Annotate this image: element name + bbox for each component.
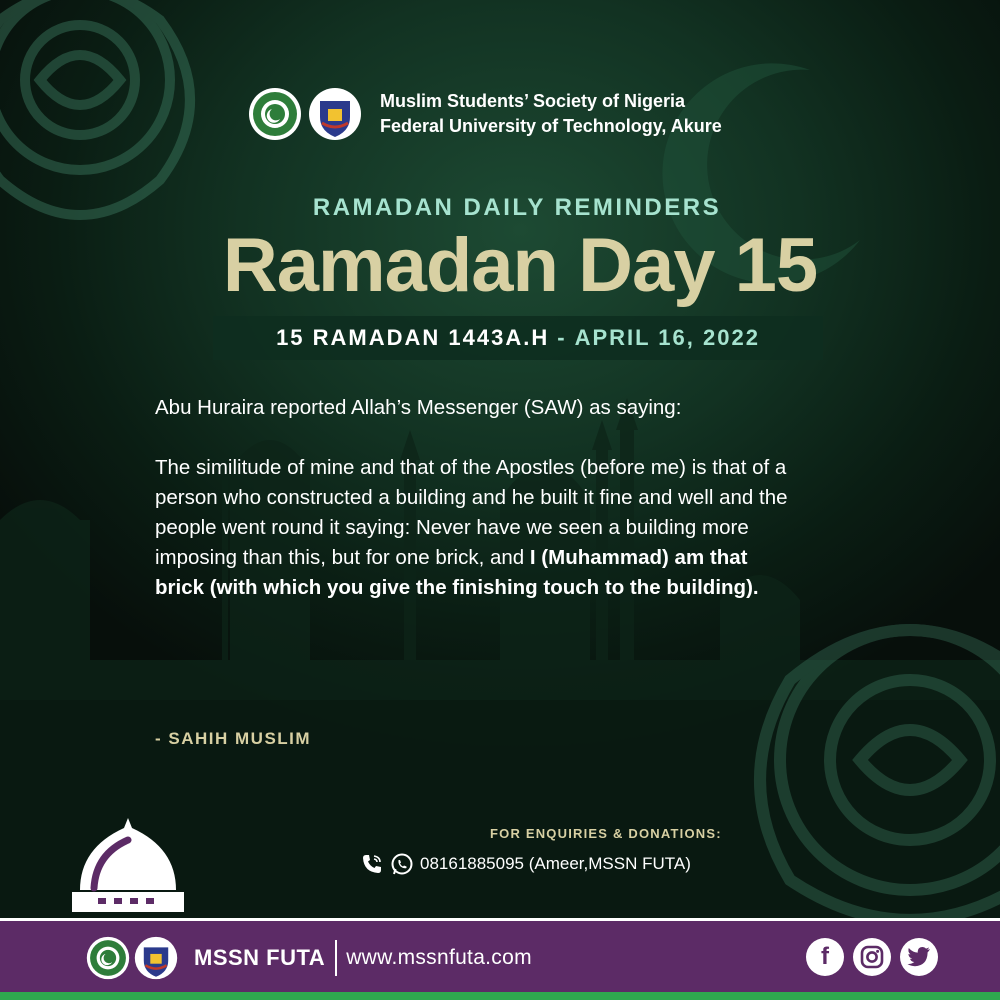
footer-mssn-logo-icon (86, 936, 130, 980)
footer-bar (0, 918, 1000, 1000)
contact-phone[interactable]: 08161885095 (Ameer,MSSN FUTA) (420, 854, 691, 873)
hadith-quote-plain: The similitude of mine and that of the Apostles (before me) is that of a person who constructed a building and he built it fine and well and the people went round it saying: Never have we seen a building more imposing than this, but for one brick, and (155, 456, 788, 569)
facebook-icon[interactable] (806, 938, 844, 976)
phone-icon (360, 852, 384, 876)
footer-accent-strip (0, 992, 1000, 1000)
hadith-quote (155, 453, 795, 603)
org-name-line2: Federal University of Technology, Akure (380, 116, 722, 136)
hadith-source: - SAHIH MUSLIM (155, 729, 312, 748)
instagram-glyph (860, 945, 884, 969)
whatsapp-icon (390, 852, 414, 876)
hadith-intro: Abu Huraira reported Allah’s Messenger (SAW) as saying: (155, 396, 682, 419)
gregorian-date: APRIL 16, 2022 (574, 325, 760, 350)
footer-futa-crest-icon (134, 936, 178, 980)
page-title: Ramadan Day 15 (222, 223, 818, 308)
facebook-glyph: f (821, 943, 829, 970)
futa-crest-icon (308, 87, 362, 141)
social-links (806, 938, 938, 976)
mosque-dome-icon (72, 818, 184, 912)
footer-divider (335, 940, 337, 976)
hijri-date: 15 RAMADAN 1443A.H (276, 325, 550, 350)
contact-line (360, 850, 691, 878)
org-header (248, 86, 722, 142)
twitter-glyph (907, 946, 931, 968)
footer-brand: MSSN FUTA (194, 945, 326, 970)
mssn-logo-icon (248, 87, 302, 141)
footer-website-link[interactable]: www.mssnfuta.com (346, 946, 532, 969)
instagram-icon[interactable] (853, 938, 891, 976)
reminder-text (155, 393, 795, 633)
org-name-line1: Muslim Students’ Society of Nigeria (380, 91, 686, 111)
hadith-quote-bold: I (Muhammad) am that brick (with which you give the finishing touch to the building). (155, 546, 759, 599)
date-separator: - (557, 325, 567, 350)
enquiry-label: FOR ENQUIRIES & DONATIONS: (490, 826, 722, 841)
series-kicker: RAMADAN DAILY REMINDERS (312, 194, 722, 221)
twitter-icon[interactable] (900, 938, 938, 976)
date-banner (213, 316, 823, 360)
